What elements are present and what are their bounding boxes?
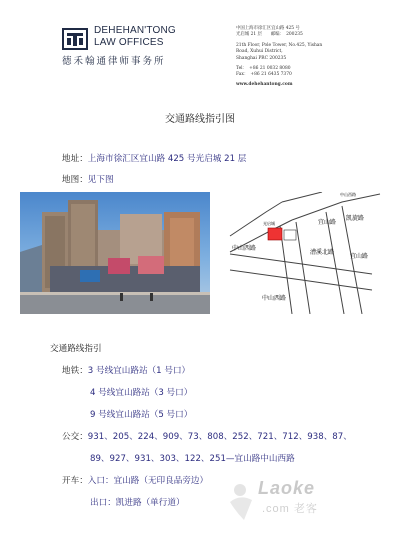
tel-line: Tel： +86 21 0032 8080 xyxy=(236,66,291,72)
drive-line-1 xyxy=(62,474,208,486)
watermark-brand: Laoke xyxy=(258,478,316,498)
bus-item: 89、927、931、303、122、251—宜山路中山西路 xyxy=(90,454,295,464)
letterhead-address xyxy=(236,26,376,88)
firm-name-en-line2: LAW OFFICES xyxy=(94,37,164,48)
page-title: 交通路线指引图 xyxy=(165,114,235,125)
metro-item: 9 号线宜山路站（5 号口） xyxy=(90,410,193,420)
metro-line-1 xyxy=(62,364,190,376)
bus-item: 931、205、224、909、73、808、252、721、712、938、87、 xyxy=(87,432,352,442)
location-map xyxy=(222,192,387,314)
map-value: 见下图 xyxy=(87,175,114,185)
drive-item: 入口：宜山路（无印良品旁边） xyxy=(87,476,209,486)
map-road-label: 漕溪北路 xyxy=(310,249,335,256)
map-line xyxy=(62,173,114,185)
fax-line: Fax： +86 21 6435 7370 xyxy=(236,72,292,78)
map-road-label: 中山西路 xyxy=(262,295,287,302)
metro-item: 3 号线宜山路站（1 号口） xyxy=(87,366,191,376)
drive-label: 开车： xyxy=(62,476,88,486)
bus-line-2 xyxy=(90,452,295,464)
address-en-line3: Shanghai PRC 200235 xyxy=(236,55,287,61)
address-cn-line1: 中国上海市徐汇区宜山路 425 号 xyxy=(236,26,300,31)
drive-item: 出口：凯进路（单行道） xyxy=(90,498,185,508)
road-map xyxy=(222,192,387,314)
watermark-sub: .com 老客 xyxy=(262,503,318,515)
building-photo-image xyxy=(20,192,210,314)
bus-line-1 xyxy=(62,430,352,442)
map-road-label: 中山西路 xyxy=(340,192,356,197)
website-link[interactable]: www.dehehantong.com xyxy=(236,81,293,87)
metro-line-3 xyxy=(90,408,192,420)
address-en-line2: Road, Xuhui District, xyxy=(236,49,283,55)
map-label: 地图： xyxy=(62,175,88,185)
firm-name-cn: 德禾翰通律师事务所 xyxy=(62,56,166,67)
map-road-label: 宜山路 xyxy=(318,219,337,226)
bus-label: 公交： xyxy=(62,432,88,442)
address-cn-line2: 光启城 21 层 邮编： 200235 xyxy=(236,32,303,38)
guide-section-title: 交通路线指引 xyxy=(50,344,102,354)
building-photo xyxy=(20,192,210,314)
address-label: 地址： xyxy=(62,154,88,164)
metro-label: 地铁： xyxy=(62,366,88,376)
map-building-label: 光启城 xyxy=(263,221,275,226)
address-en-line1: 21th Floor, Pole Tower, No.425, Yishan xyxy=(236,42,323,48)
firm-name-en-line1: DEHEHAN'TONG xyxy=(94,25,176,36)
address-value: 上海市徐汇区宜山路 425 号光启城 21 层 xyxy=(87,154,247,164)
map-road-label: 凯旋路 xyxy=(346,215,365,222)
firm-name-en xyxy=(94,25,176,49)
metro-item: 4 号线宜山路站（3 号口） xyxy=(90,388,193,398)
firm-logo xyxy=(62,28,88,50)
metro-line-2 xyxy=(90,386,192,398)
drive-line-2 xyxy=(90,496,185,508)
map-road-label: 宜山路 xyxy=(350,253,369,260)
map-road-label: 中山西路 xyxy=(232,245,257,252)
address-line xyxy=(62,152,246,164)
